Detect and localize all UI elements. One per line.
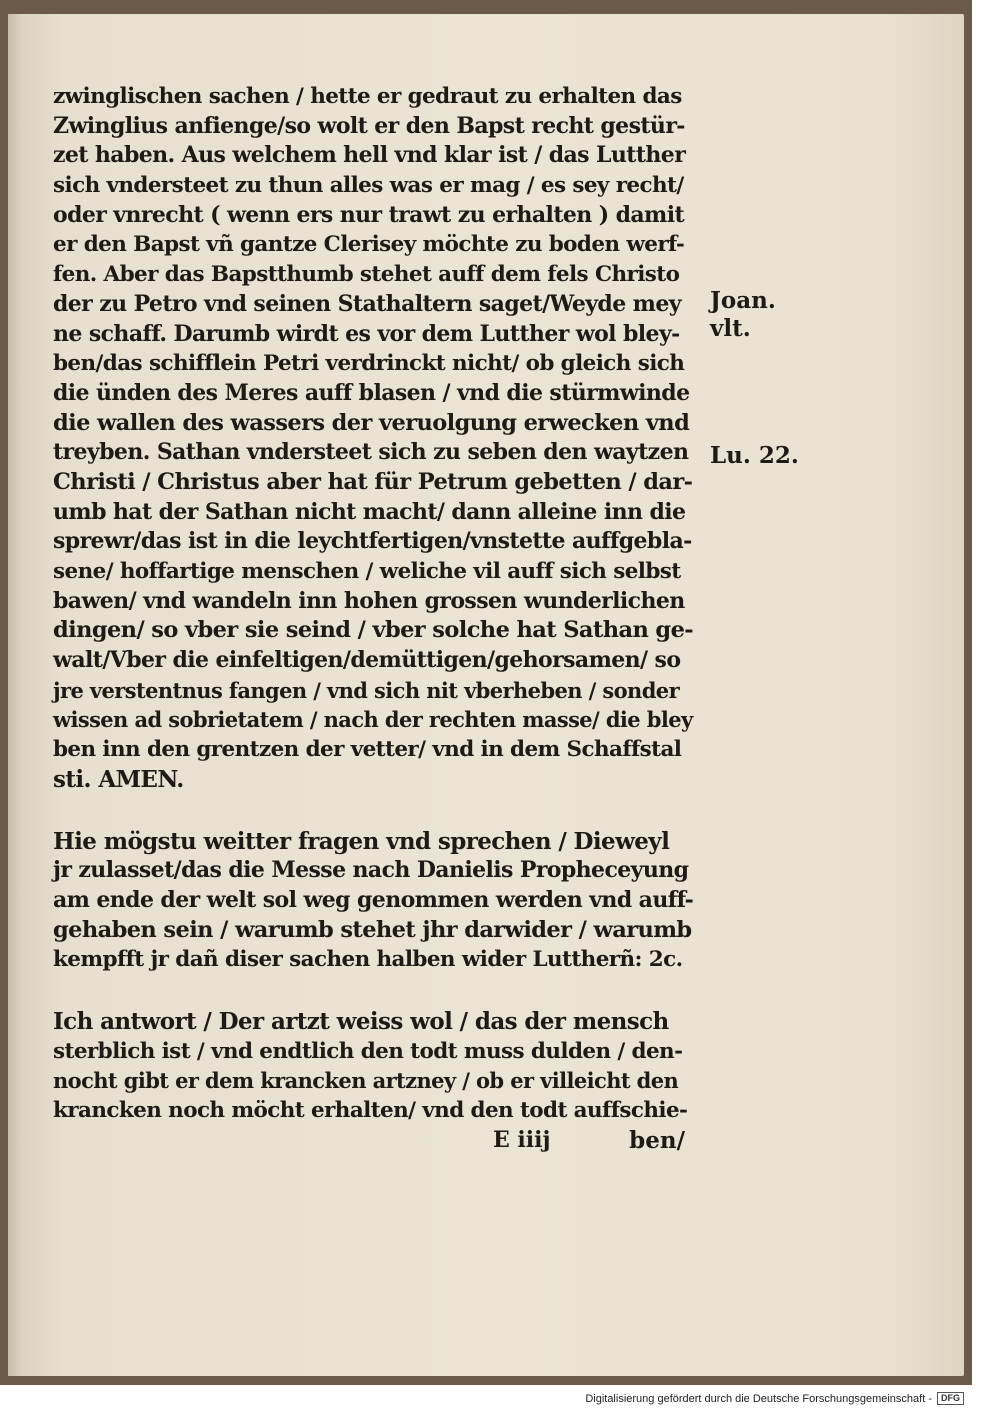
- digitization-credit: [585, 1392, 964, 1405]
- text-line: umb hat der Sathan nicht macht/ dann alleine inn die: [53, 498, 686, 525]
- text-line: jr zulasset/das die Messe nach Danielis Propheceyung: [53, 857, 689, 884]
- marginal-note-luke: [710, 442, 799, 470]
- paragraph-1: [53, 82, 693, 795]
- text-line: oder vnrecht ( wenn ers nur trawt zu erhalten ) damit: [53, 201, 685, 228]
- text-line: Ich antwort / Der artzt weiss wol / das der mensch: [53, 1007, 669, 1035]
- text-line: sich vndersteet zu thun alles was er mag / es sey recht/: [53, 173, 684, 199]
- text-line: sti. AMEN.: [53, 765, 184, 793]
- paragraph-3: [53, 1007, 693, 1126]
- text-line: er den Bapst vñ gantze Clerisey möchte zu boden werf-: [53, 232, 685, 258]
- text-line: sprewr/das ist in die leychtfertigen/vnstette auffgebla-: [53, 528, 692, 555]
- text-line: Hie mögstu weitter fragen vnd sprechen / Dieweyl: [53, 827, 670, 855]
- text-line: Zwinglius anfienge/so wolt er den Bapst recht gestür-: [53, 112, 685, 139]
- text-line: ben/das schifflein Petri verdrinckt nicht/ ob gleich sich: [53, 351, 685, 377]
- text-line: die ünden des Meres auff blasen / vnd die stürmwinde: [53, 379, 690, 406]
- marginal-note-line: Joan.: [710, 287, 776, 314]
- text-line: walt/Vber die einfeltigen/demüttigen/gehorsamen/ so: [53, 647, 681, 674]
- text-line: ne schaff. Darumb wirdt es vor dem Lutther wol bley-: [53, 320, 680, 347]
- signature-mark: E iiij: [493, 1126, 551, 1153]
- paragraph-2: [53, 827, 693, 975]
- marginal-note-line: Lu. 22.: [710, 442, 799, 469]
- text-line: nocht gibt er dem krancken artzney / ob er villeicht den: [53, 1068, 679, 1094]
- main-text-block: [53, 82, 693, 1155]
- text-line: ben inn den grentzen der vetter/ vnd in dem Schaffstal: [53, 737, 682, 763]
- page-gutter-shadow: [8, 14, 22, 1376]
- text-line: zet haben. Aus welchem hell vnd klar ist / das Lutther: [53, 142, 686, 169]
- text-line: kempfft jr dañ diser sachen halben wider Luttherñ: 2c.: [53, 947, 683, 973]
- text-line: fen. Aber das Bapstthumb stehet auff dem fels Christo: [53, 262, 680, 288]
- text-line: am ende der welt sol weg genommen werden vnd auff-: [53, 886, 694, 913]
- text-line: jre verstentnus fangen / vnd sich nit vberheben / sonder: [53, 677, 680, 703]
- text-line: dingen/ so vber sie seind / vber solche hat Sathan ge-: [53, 617, 694, 644]
- text-line: Christi / Christus aber hat für Petrum gebetten / dar-: [53, 468, 693, 495]
- credit-text: Digitalisierung gefördert durch die Deutsche Forschungsgemeinschaft -: [585, 1392, 932, 1405]
- text-line: treyben. Sathan vndersteet sich zu seben den waytzen: [53, 439, 689, 466]
- text-line: bawen/ vnd wandeln inn hohen grossen wunderlichen: [53, 587, 685, 614]
- dfg-logo-icon: DFG: [937, 1392, 964, 1405]
- text-line: zwinglischen sachen / hette er gedraut zu erhalten das: [53, 84, 682, 109]
- text-line: sterblich ist / vnd endtlich den todt muss dulden / den-: [53, 1038, 683, 1064]
- text-line: krancken noch möcht erhalten/ vnd den todt auffschie-: [53, 1098, 688, 1123]
- marginal-note-line: vlt.: [710, 315, 751, 342]
- signature-line: [53, 1126, 693, 1156]
- book-page: [8, 14, 964, 1376]
- catchword: ben/: [629, 1126, 685, 1154]
- text-line: die wallen des wassers der veruolgung erwecken vnd: [53, 409, 690, 436]
- text-line: sene/ hoffartige menschen / weliche vil auff sich selbst: [53, 559, 681, 584]
- text-line: der zu Petro vnd seinen Stathaltern saget/Weyde mey: [53, 290, 681, 317]
- text-line: wissen ad sobrietatem / nach der rechten masse/ die bley: [53, 707, 693, 733]
- paragraph-gap: [53, 795, 693, 827]
- text-line: gehaben sein / warumb stehet jhr darwider / warumb: [53, 916, 692, 943]
- marginal-note-joan: [710, 287, 776, 343]
- paragraph-gap: [53, 975, 693, 1007]
